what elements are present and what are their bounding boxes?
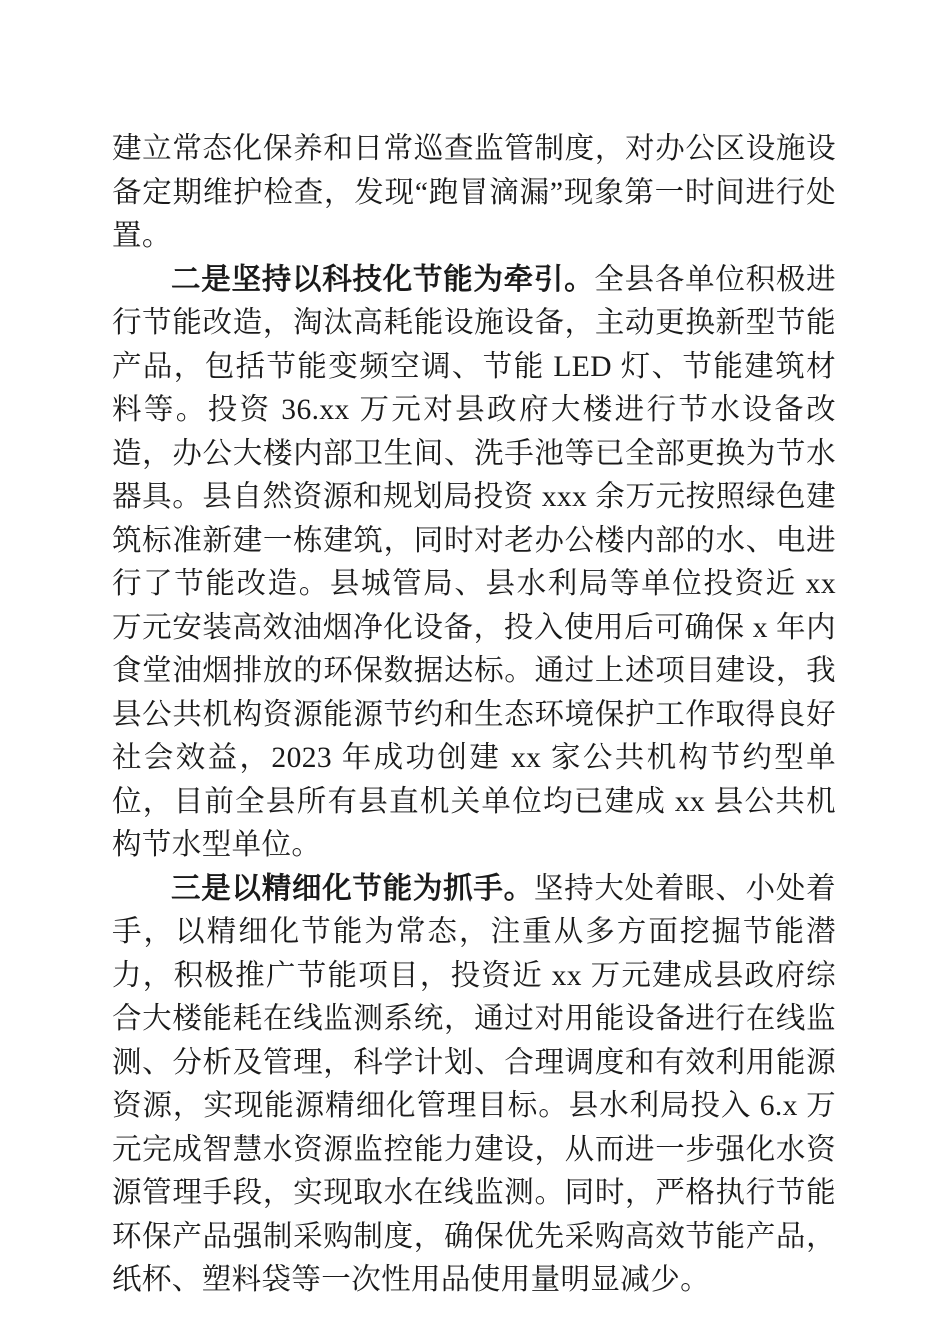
paragraph-3-text: 坚持大处着眼、小处着手，以精细化节能为常态，注重从多方面挖掘节能潜力，积极推广节能项目，投资近 xx 万元建成县政府综合大楼能耗在线监测系统，通过对用能设备进行在线监测、分析及管理，科学计划、合理调度和有效利用能源资源，实现能源精细化管理目标。县水利局投入 6.x 万元完成智慧水资源监控能力建设，从而进一步强化水资源管理手段，实现取水在线监测。同时，严格执行节能环保产品强制采购制度，确保优先采购高效节能产品，纸杯、塑料袋等一次性用品使用量明显减少。 bbox=[112, 872, 836, 1296]
paragraph-2-text: 全县各单位积极进行节能改造，淘汰高耗能设施设备，主动更换新型节能产品，包括节能变频空调、节能 LED 灯、节能建筑材料等。投资 36.xx 万元对县政府大楼进行节水设备改造，办公大楼内部卫生间、洗手池等已全部更换为节水器具。县自然资源和规划局投资 xxx 余万元按照绿色建筑标准新建一栋建筑，同时对老办公楼内部的水、电进行了节能改造。县城管局、县水利局等单位投资近 xx 万元安装高效油烟净化设备，投入使用后可确保 x 年内食堂油烟排放的环保数据达标。通过上述项目建设，我县公共机构资源能源节约和生态环境保护工作取得良好社会效益，2023 年成功创建 xx 家公共机构节约型单位，目前全县所有县直机关单位均已建成 xx 县公共机构节水型单位。 bbox=[112, 263, 837, 861]
paragraph-2 bbox=[112, 259, 836, 868]
paragraph-3 bbox=[112, 868, 836, 1303]
paragraph-3-lead: 三是以精细化节能为抓手。 bbox=[171, 872, 534, 905]
document-body bbox=[112, 128, 836, 1303]
paragraph-1-text: 建立常态化保养和日常巡查监管制度，对办公区设施设备定期维护检查，发现“跑冒滴漏”现象第一时间进行处置。 bbox=[112, 133, 836, 252]
paragraph-2-lead: 二是坚持以科技化节能为牵引。 bbox=[171, 263, 595, 296]
paragraph-1 bbox=[112, 128, 836, 259]
